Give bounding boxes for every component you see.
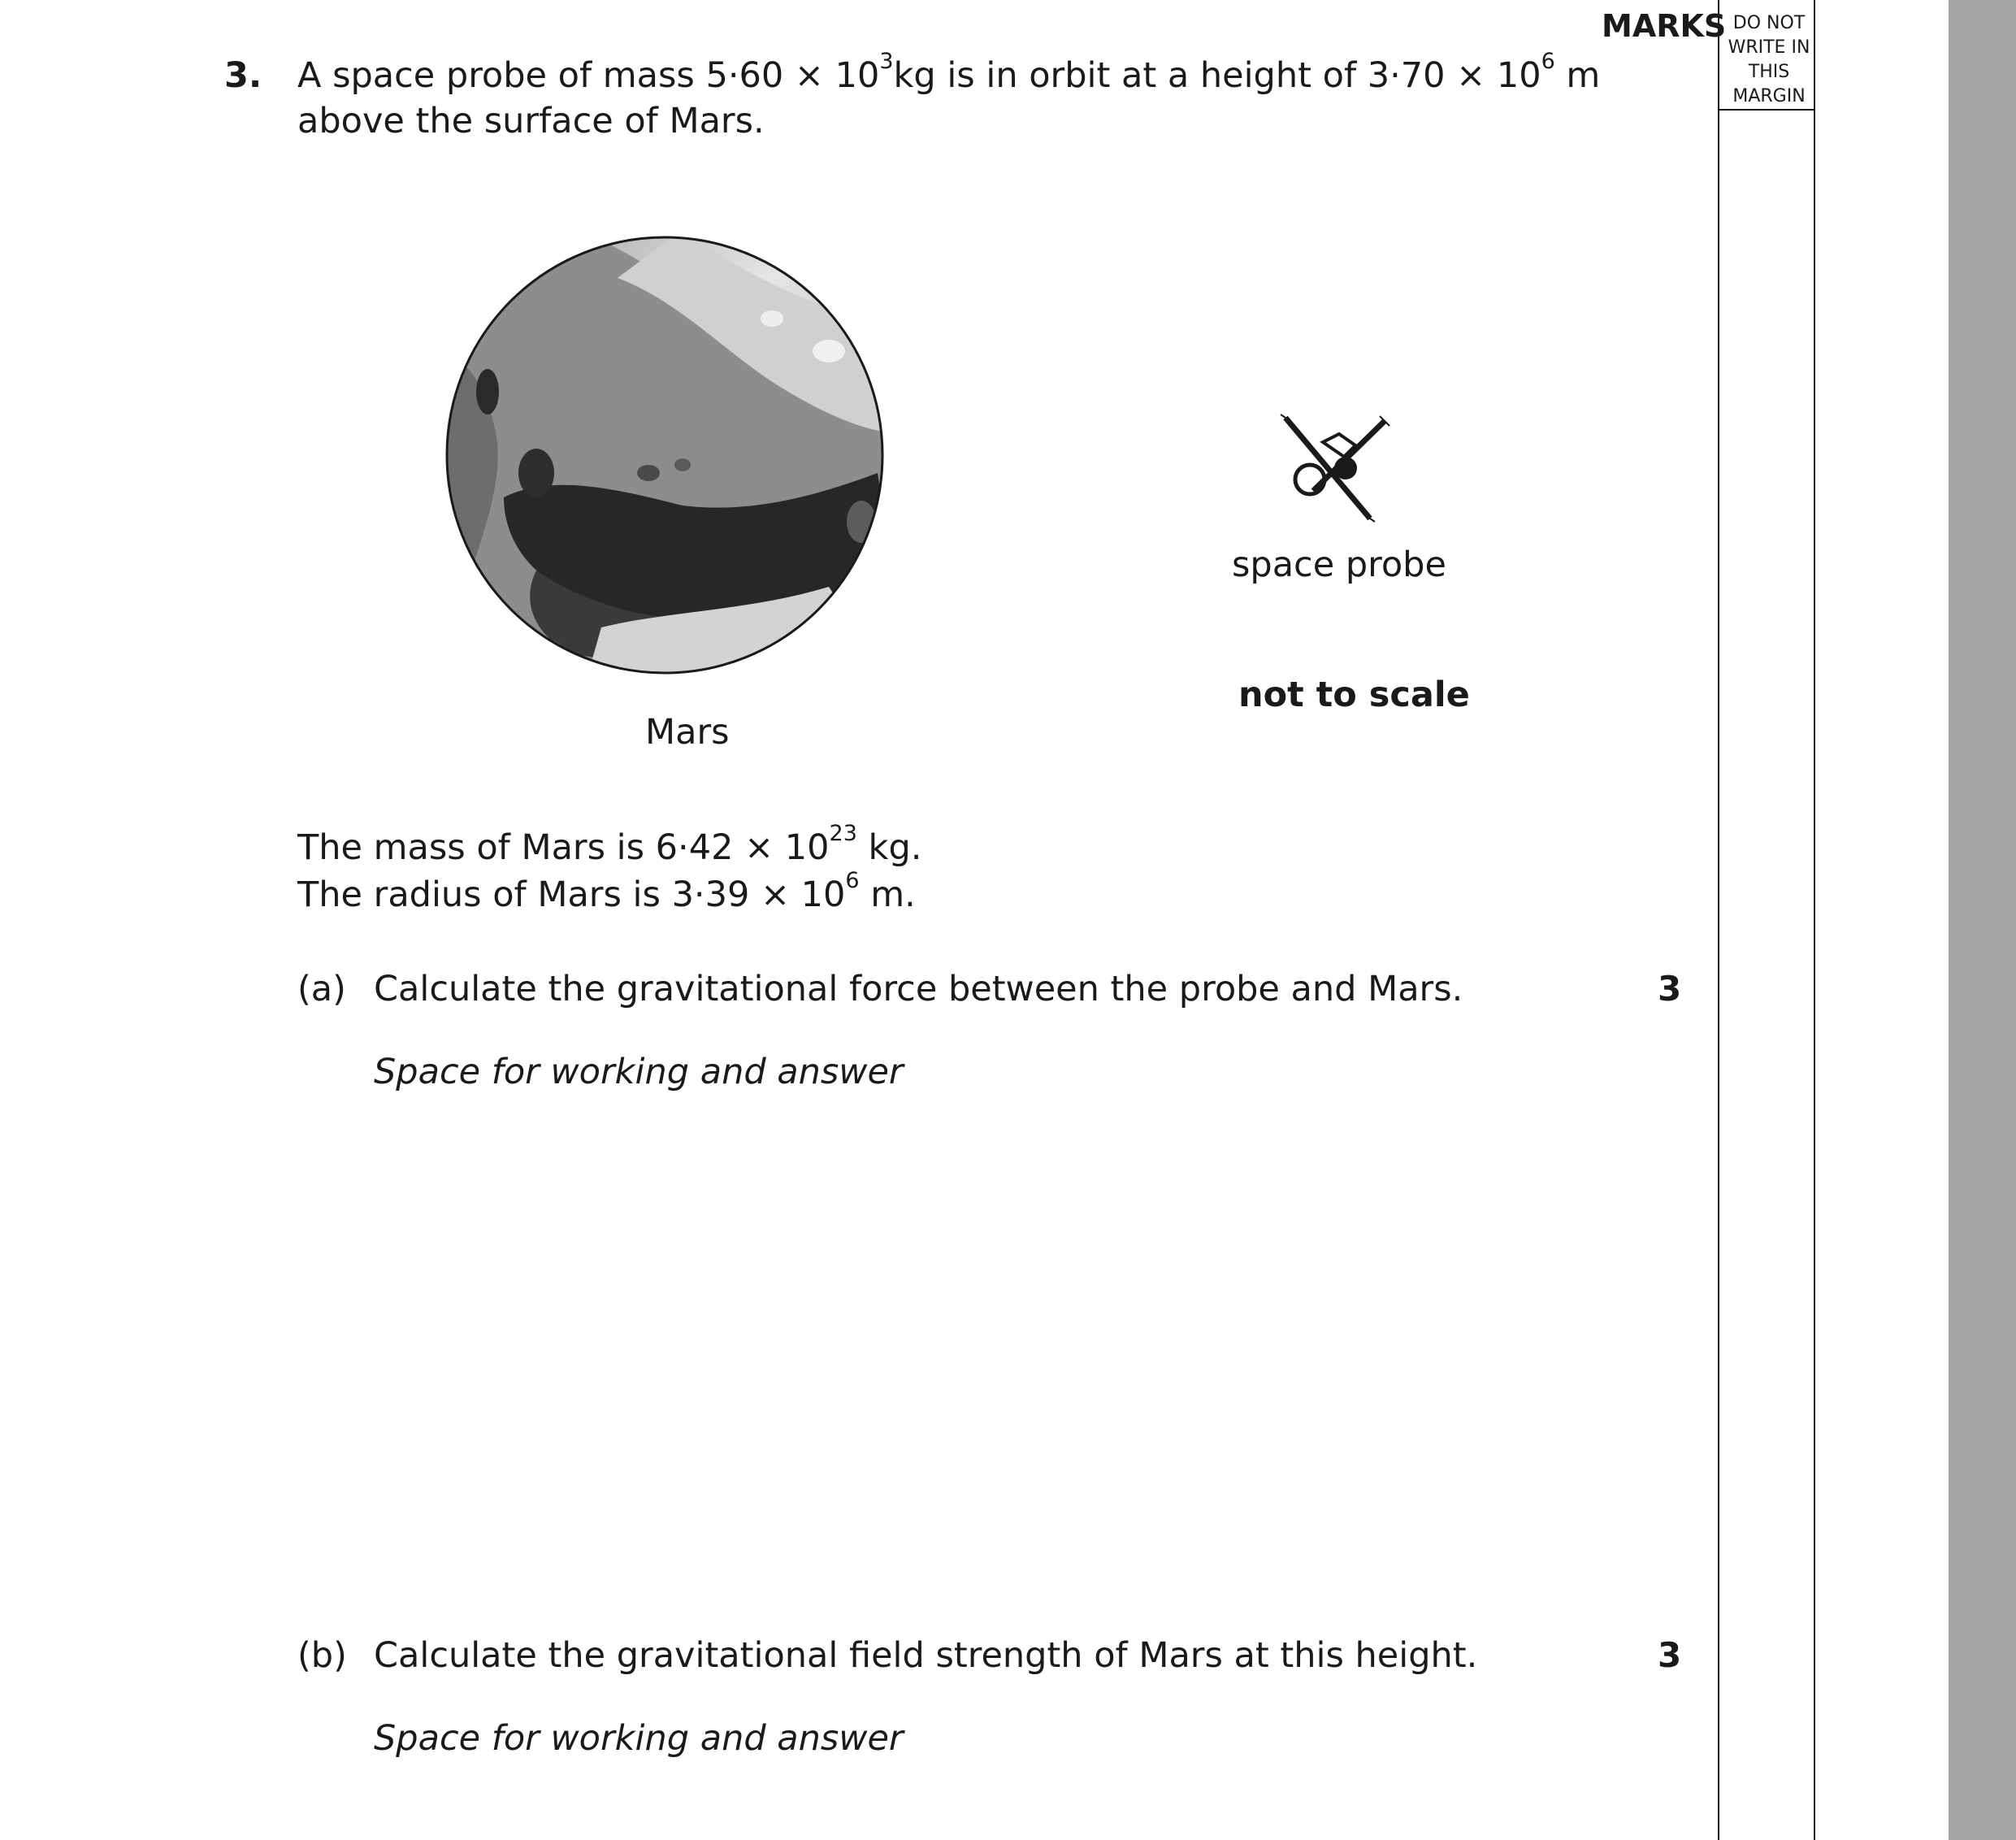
marks-column-heading: MARKS — [1602, 8, 1727, 44]
mars-mass-statement: The mass of Mars is $6\cdot 42 \times 10^{23}$ kg. — [297, 821, 922, 868]
part-a-label: (a) — [297, 969, 346, 1009]
mars-label: Mars — [645, 712, 730, 753]
space-probe-icon — [1274, 410, 1396, 523]
space-probe-label: space probe — [1232, 545, 1446, 585]
scale-note: not to scale — [1238, 675, 1470, 715]
part-b-label: (b) — [297, 1635, 347, 1676]
part-b-answer-space[interactable] — [374, 1772, 1674, 1837]
margin-warning-note: DO NOT WRITE IN THIS MARGIN — [1728, 13, 1810, 106]
question-number: 3. — [224, 55, 262, 96]
margin-right-rule — [1814, 0, 1815, 1840]
question-intro-line-2: above the surface of Mars. — [297, 101, 765, 141]
margin-left-rule — [1718, 0, 1719, 1840]
part-b-marks: 3 — [1658, 1635, 1682, 1675]
part-a-marks: 3 — [1658, 969, 1682, 1009]
part-a-answer-space[interactable] — [374, 1105, 1674, 1593]
part-a-question: Calculate the gravitational force between the probe and Mars. — [374, 969, 1463, 1009]
part-b-question: Calculate the gravitational field strength of Mars at this height. — [374, 1635, 1478, 1676]
margin-header-rule — [1718, 109, 1815, 111]
part-a-working-label: Space for working and answer — [374, 1052, 904, 1092]
question-intro-line-1 — [297, 49, 1601, 96]
part-b-working-label: Space for working and answer — [374, 1718, 904, 1759]
intro-text-mass: A space probe of mass $5\cdot 60 \times 10^3$ — [297, 49, 894, 96]
mars-image — [439, 229, 894, 684]
intro-text-height: kg is in orbit at a height of $3\cdot 70 \times 10^6$ m — [893, 49, 1601, 96]
page-edge-strip — [1949, 0, 2016, 1840]
mars-radius-statement: The radius of Mars is $3\cdot 39 \times 10^6$ m. — [297, 868, 916, 915]
